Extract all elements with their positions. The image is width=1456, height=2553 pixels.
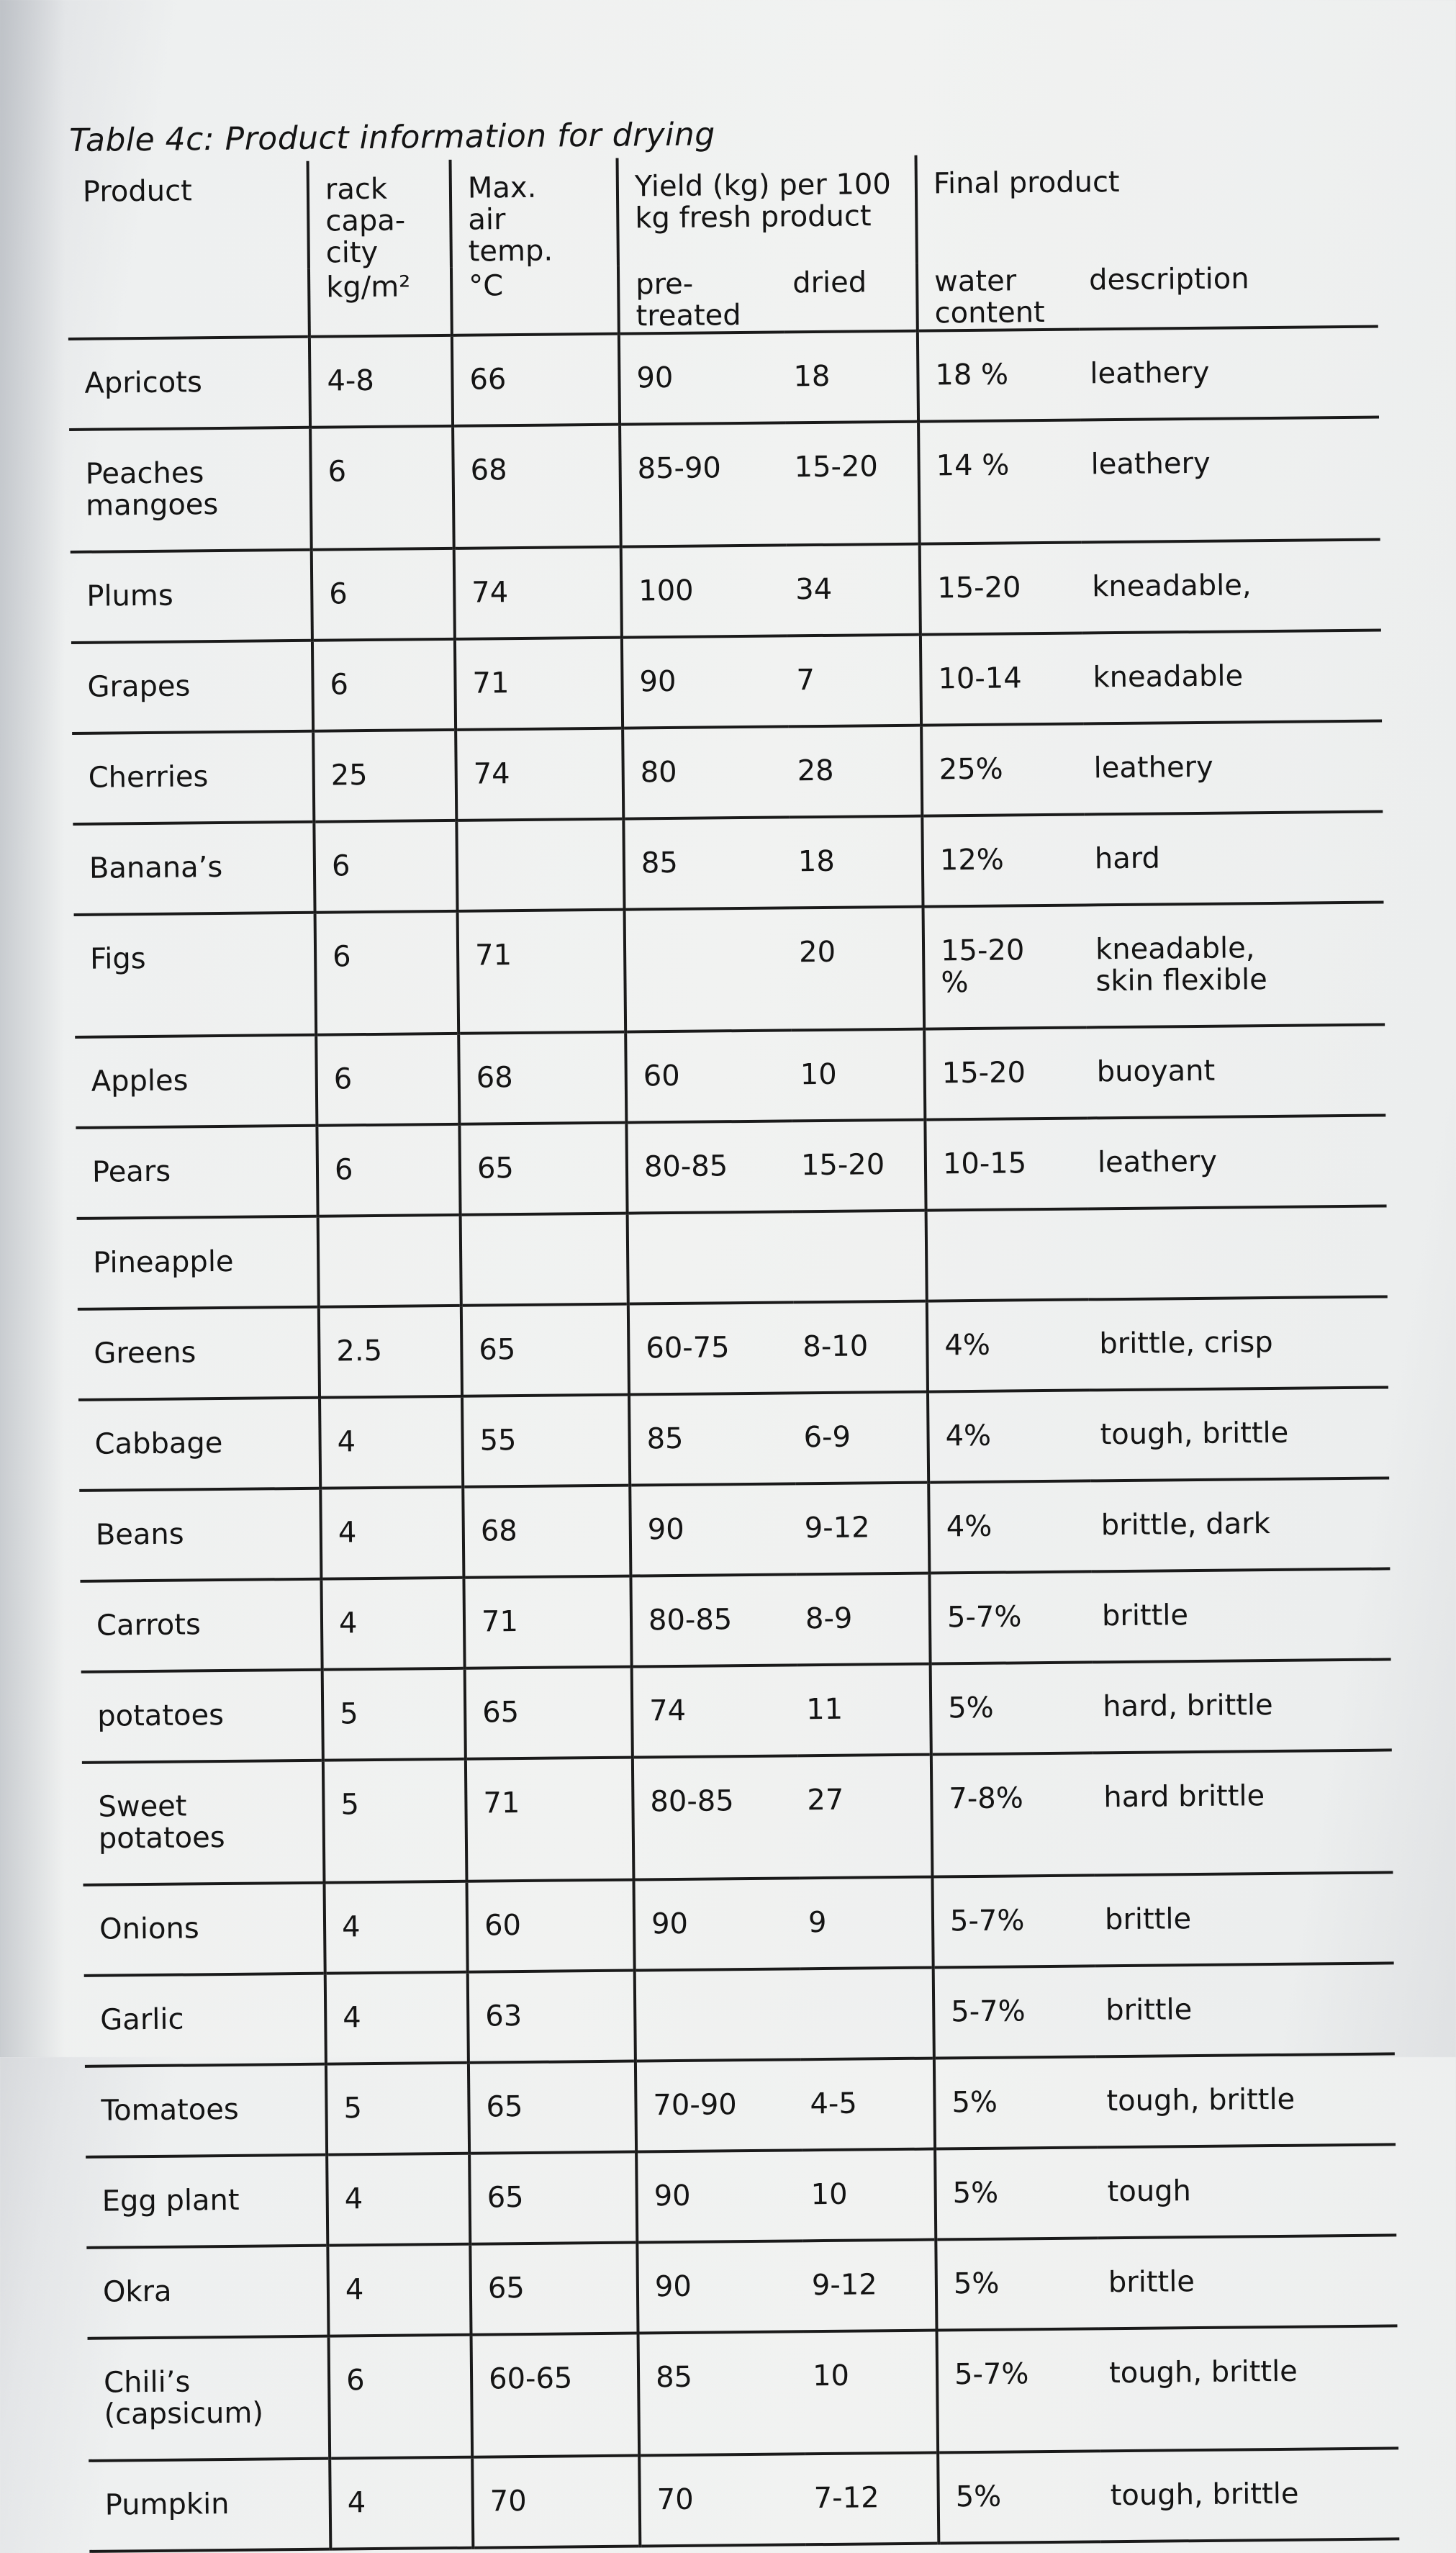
cell-rack: 6 xyxy=(315,911,459,1035)
cell-water: 15-20 xyxy=(924,1027,1087,1119)
table-container xyxy=(66,110,1399,2553)
cell-product: Egg plant xyxy=(101,2183,240,2218)
cell-pretreated: 85-90 xyxy=(620,423,787,546)
cell-water: 18 % xyxy=(918,329,1080,421)
cell-dried: 10 xyxy=(810,2177,848,2212)
cell-rack: 6 xyxy=(312,639,456,731)
cell-description: hard, brittle xyxy=(1102,1689,1273,1724)
cell-water: 10-15 xyxy=(925,1118,1088,1210)
table-row xyxy=(75,1024,1385,1127)
cell-pretreated: 60-75 xyxy=(628,1302,795,1394)
cell-temp: 71 xyxy=(466,1758,634,1881)
header-rack-unit: kg/m² xyxy=(309,268,452,337)
table-row xyxy=(68,327,1379,430)
cell-rack: 4 xyxy=(324,1881,467,1974)
cell-description: leathery xyxy=(1097,1144,1218,1180)
table-row xyxy=(88,2326,1399,2460)
cell-rack: 4 xyxy=(325,1972,469,2064)
cell-rack: 6 xyxy=(329,2335,473,2459)
cell-dried: 34 xyxy=(795,572,833,607)
cell-rack: 4 xyxy=(320,1396,463,1488)
header-water: water content xyxy=(917,262,1080,331)
cell-water: 14 % xyxy=(918,420,1082,543)
cell-description: brittle xyxy=(1101,1599,1189,1633)
cell-product: Cherries xyxy=(88,760,209,795)
cell-product: Grapes xyxy=(87,669,191,704)
cell-temp: 70 xyxy=(472,2456,640,2548)
table-row xyxy=(82,1750,1393,1884)
cell-temp: 65 xyxy=(469,2061,636,2154)
cell-temp xyxy=(461,1214,628,1306)
header-temp: Max. air temp. xyxy=(451,158,618,268)
cell-temp: 65 xyxy=(465,1667,633,1759)
cell-water: 5% xyxy=(935,2147,1098,2239)
cell-product: Garlic xyxy=(100,2002,184,2037)
cell-rack: 5 xyxy=(322,1668,466,1761)
cell-dried: 7 xyxy=(796,664,815,697)
cell-description: brittle xyxy=(1105,1993,1193,2028)
cell-description: tough xyxy=(1107,2174,1192,2209)
cell-product: Chili’s (capsicum) xyxy=(103,2365,264,2431)
header-pretreated: pre- treated xyxy=(618,264,784,333)
cell-description: tough, brittle xyxy=(1100,1416,1289,1452)
cell-product: Okra xyxy=(102,2274,172,2309)
cell-temp: 68 xyxy=(453,425,621,548)
cell-water: 5-7% xyxy=(932,1875,1095,1967)
cell-dried: 20 xyxy=(798,935,836,970)
cell-rack: 2.5 xyxy=(319,1306,462,1398)
cell-product: Figs xyxy=(89,941,146,976)
cell-description: brittle, dark xyxy=(1100,1507,1270,1542)
cell-pretreated: 90 xyxy=(619,332,785,424)
cell-temp: 71 xyxy=(458,910,626,1034)
cell-product: Apricots xyxy=(84,366,203,400)
cell-pretreated xyxy=(628,1211,794,1303)
cell-rack: 6 xyxy=(310,426,454,550)
cell-dried: 27 xyxy=(807,1783,844,1817)
table-row xyxy=(86,2144,1396,2247)
table-row xyxy=(78,1296,1388,1399)
cell-temp: 68 xyxy=(463,1486,630,1578)
cell-pretreated: 90 xyxy=(636,2150,802,2242)
cell-temp: 60-65 xyxy=(471,2333,640,2457)
cell-temp: 66 xyxy=(452,334,620,426)
cell-water: 5-7% xyxy=(937,2328,1100,2452)
cell-temp: 65 xyxy=(469,2152,637,2244)
table-row xyxy=(72,720,1383,823)
cell-description: kneadable, xyxy=(1092,569,1252,604)
cell-pretreated: 85 xyxy=(629,1393,795,1485)
cell-water: 4% xyxy=(928,1481,1091,1573)
cell-description: tough, brittle xyxy=(1110,2477,1299,2513)
cell-rack: 6 xyxy=(312,548,455,641)
cell-dried: 9 xyxy=(808,1905,827,1940)
cell-dried: 9-12 xyxy=(804,1511,870,1545)
cell-temp: 74 xyxy=(454,547,622,639)
header-temp-unit: °C xyxy=(451,266,619,335)
cell-temp: 68 xyxy=(458,1032,626,1124)
table-row xyxy=(80,1568,1391,1671)
header-dried: dried xyxy=(792,266,867,300)
cell-description: leathery xyxy=(1093,750,1213,785)
drying-table xyxy=(67,151,1400,2553)
cell-temp: 74 xyxy=(456,728,623,821)
cell-water: 25% xyxy=(921,723,1084,815)
table-row xyxy=(89,2448,1399,2551)
cell-water: 15-20 % xyxy=(923,905,1087,1029)
cell-rack: 6 xyxy=(316,1034,459,1126)
cell-dried: 10 xyxy=(812,2359,850,2393)
header-product: Product xyxy=(82,174,193,209)
cell-product: Onions xyxy=(99,1912,199,1946)
cell-water xyxy=(926,1208,1089,1301)
cell-water: 5% xyxy=(938,2451,1100,2543)
header-rack: rack capa- city xyxy=(308,160,451,269)
header-product-sub xyxy=(68,269,309,339)
cell-rack: 6 xyxy=(317,1124,460,1216)
cell-water: 4% xyxy=(927,1299,1090,1391)
cell-temp: 65 xyxy=(470,2243,638,2335)
cell-rack: 5 xyxy=(326,2063,469,2155)
table-row xyxy=(69,417,1380,552)
cell-dried: 11 xyxy=(805,1692,844,1727)
cell-temp: 63 xyxy=(468,1971,636,2063)
cell-pretreated: 80-85 xyxy=(630,1574,797,1666)
cell-temp: 65 xyxy=(461,1304,629,1396)
cell-rack xyxy=(318,1215,461,1307)
cell-pretreated: 90 xyxy=(633,1878,800,1970)
cell-description: tough, brittle xyxy=(1106,2082,1296,2118)
cell-rack: 5 xyxy=(323,1759,467,1883)
table-row xyxy=(74,902,1385,1036)
cell-water: 10-14 xyxy=(921,633,1083,725)
cell-pretreated: 80 xyxy=(623,726,789,818)
cell-product: Pineapple xyxy=(92,1244,234,1280)
table-caption: Table 4c: Product information for drying xyxy=(68,116,715,159)
cell-dried: 4-5 xyxy=(810,2087,858,2121)
cell-product: potatoes xyxy=(97,1699,225,1733)
cell-product: Pears xyxy=(91,1155,171,1189)
cell-dried: 15-20 xyxy=(794,450,879,484)
cell-product: Beans xyxy=(95,1517,184,1552)
cell-description xyxy=(1088,1206,1388,1299)
cell-description: leathery xyxy=(1090,356,1210,391)
cell-product: Carrots xyxy=(96,1608,202,1642)
cell-product: Plums xyxy=(86,579,173,613)
cell-dried: 9-12 xyxy=(811,2268,877,2303)
cell-product: Tomatoes xyxy=(101,2092,239,2128)
cell-temp: 55 xyxy=(462,1395,630,1487)
cell-pretreated: 70-90 xyxy=(636,2059,802,2151)
table-row xyxy=(86,2235,1397,2338)
cell-dried: 18 xyxy=(797,844,836,879)
cell-dried: 8-9 xyxy=(805,1601,853,1636)
cell-temp: 60 xyxy=(466,1880,634,1972)
cell-pretreated: 85 xyxy=(623,817,790,909)
cell-rack: 4 xyxy=(330,2457,473,2549)
cell-product: Sweet potatoes xyxy=(98,1789,225,1856)
cell-dried xyxy=(793,1211,927,1303)
table-row xyxy=(71,630,1382,733)
cell-pretreated: 85 xyxy=(638,2331,805,2455)
cell-description: brittle, crisp xyxy=(1099,1325,1273,1361)
cell-water: 5% xyxy=(931,1662,1093,1754)
cell-rack: 4 xyxy=(327,2154,470,2246)
table-row xyxy=(76,1115,1386,1218)
cell-product: Cabbage xyxy=(94,1426,223,1461)
table-row xyxy=(78,1387,1389,1490)
cell-pretreated xyxy=(635,1969,801,2061)
cell-description: tough, brittle xyxy=(1108,2354,1298,2390)
cell-description: hard xyxy=(1094,841,1161,876)
cell-water: 12% xyxy=(922,814,1085,906)
cell-product: Greens xyxy=(94,1336,196,1370)
cell-product: Apples xyxy=(91,1064,189,1098)
cell-description: buoyant xyxy=(1096,1054,1216,1089)
cell-description: leathery xyxy=(1090,446,1211,482)
table-row xyxy=(84,1963,1395,2066)
cell-dried: 7-12 xyxy=(813,2481,880,2516)
cell-pretreated: 80-85 xyxy=(633,1756,800,1879)
cell-rack: 4 xyxy=(321,1578,464,1670)
cell-pretreated: 100 xyxy=(621,545,787,637)
header-description: description xyxy=(1088,262,1249,297)
cell-pretreated: 74 xyxy=(632,1665,798,1757)
table-body xyxy=(68,327,1399,2552)
table-row xyxy=(79,1478,1390,1581)
cell-pretreated: 80-85 xyxy=(626,1121,792,1213)
table-row xyxy=(85,2053,1396,2156)
cell-dried: 15-20 xyxy=(800,1148,885,1183)
table-row xyxy=(77,1206,1388,1309)
cell-product: Banana’s xyxy=(89,850,223,885)
table-header xyxy=(67,151,1378,339)
cell-temp: 71 xyxy=(464,1576,631,1668)
cell-water: 5-7% xyxy=(929,1571,1092,1663)
table-row xyxy=(83,1872,1394,1975)
cell-dried: 18 xyxy=(793,359,831,394)
cell-description: brittle xyxy=(1104,1902,1192,1937)
table-row xyxy=(71,540,1381,643)
cell-rack: 4-8 xyxy=(309,335,453,428)
cell-description: kneadable, skin flexible xyxy=(1095,931,1267,998)
cell-product: Peaches mangoes xyxy=(85,456,219,523)
cell-product: Pumpkin xyxy=(104,2487,230,2522)
page-shadow xyxy=(0,0,65,2057)
cell-water: 7-8% xyxy=(931,1753,1095,1876)
cell-rack: 4 xyxy=(327,2244,471,2336)
table-row xyxy=(73,811,1383,914)
cell-water: 5% xyxy=(936,2238,1098,2330)
cell-dried: 8-10 xyxy=(802,1329,869,1364)
table-row xyxy=(81,1659,1392,1762)
cell-pretreated: 90 xyxy=(630,1483,796,1576)
cell-pretreated xyxy=(625,908,792,1031)
cell-description: hard brittle xyxy=(1103,1779,1265,1815)
cell-pretreated: 60 xyxy=(625,1030,792,1122)
cell-dried: 10 xyxy=(800,1057,837,1092)
cell-dried xyxy=(800,1968,934,2060)
cell-description: brittle xyxy=(1108,2265,1195,2300)
cell-dried: 28 xyxy=(797,754,834,788)
cell-water: 5% xyxy=(934,2056,1097,2148)
cell-pretreated: 90 xyxy=(622,636,788,728)
cell-temp: 71 xyxy=(455,638,623,730)
cell-pretreated: 90 xyxy=(637,2241,803,2333)
cell-rack: 6 xyxy=(314,821,457,913)
cell-water: 15-20 xyxy=(920,542,1082,634)
cell-rack: 25 xyxy=(313,730,456,822)
header-yield: Yield (kg) per 100 kg fresh product xyxy=(618,155,917,266)
cell-temp: 65 xyxy=(459,1123,627,1215)
cell-water: 4% xyxy=(928,1390,1090,1482)
cell-dried: 6-9 xyxy=(803,1420,851,1455)
cell-description: kneadable xyxy=(1093,659,1244,695)
cell-temp xyxy=(456,819,624,911)
cell-rack: 4 xyxy=(320,1487,464,1579)
cell-pretreated: 70 xyxy=(639,2454,805,2546)
cell-water: 5-7% xyxy=(933,1966,1096,2058)
header-final: Final product xyxy=(915,151,1377,263)
